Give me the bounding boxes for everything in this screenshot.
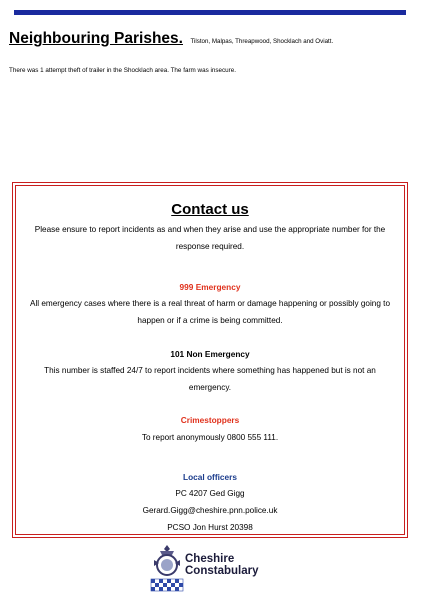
contact-box bbox=[12, 182, 408, 538]
officer-email: Gerard.Gigg@cheshire.pnn.police.uk bbox=[142, 506, 278, 515]
crimestoppers-text: To report anonymously 0800 555 111. bbox=[141, 433, 279, 442]
top-rule bbox=[14, 10, 406, 15]
logo-line-2: Constabulary bbox=[185, 564, 259, 577]
contact-intro: Please ensure to report incidents as and when they arise and use the appropriate number for the response required. bbox=[34, 225, 386, 251]
emergency-text: All emergency cases where there is a real threat of harm or damage happening or possibly going to happen or if a crime is being committed. bbox=[30, 299, 390, 325]
parishes-header bbox=[9, 30, 419, 48]
contact-title: Contact us bbox=[171, 201, 249, 218]
emergency-heading: 999 Emergency bbox=[179, 282, 241, 292]
officer-pc-name: PC 4207 Ged Gigg bbox=[175, 489, 245, 498]
local-officers-heading: Local officers bbox=[183, 472, 237, 482]
contact-box-inner bbox=[15, 185, 405, 535]
incident-report: There was 1 attempt theft of trailer in the Shocklach area. The farm was insecure. bbox=[9, 67, 237, 74]
police-badge-icon bbox=[150, 543, 184, 593]
logo-text bbox=[185, 554, 259, 577]
crimestoppers-heading: Crimestoppers bbox=[180, 415, 240, 425]
parish-list: Tilston, Malpas, Threapwood, Shocklach and Oviatt. bbox=[190, 38, 334, 45]
page-title: Neighbouring Parishes. bbox=[9, 30, 183, 47]
non-emergency-heading: 101 Non Emergency bbox=[170, 349, 250, 359]
non-emergency-text: This number is staffed 24/7 to report incidents where something has happened but is not an emergency. bbox=[44, 366, 376, 392]
cheshire-constabulary-logo bbox=[150, 543, 270, 595]
logo-line-1: Cheshire bbox=[185, 553, 235, 565]
officer-pcso-name: PCSO Jon Hurst 20398 bbox=[167, 523, 253, 532]
